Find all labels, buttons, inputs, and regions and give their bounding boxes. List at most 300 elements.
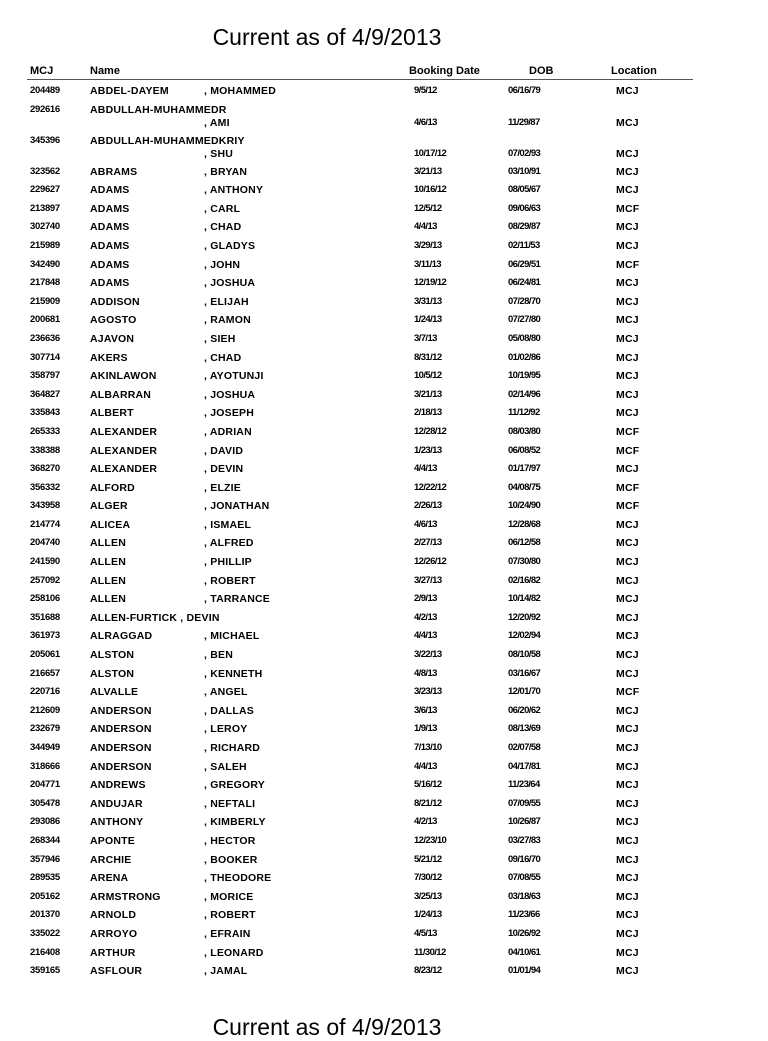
header-location: Location [611, 65, 657, 77]
cell-first-name: , MORICE [204, 890, 254, 903]
table-header [0, 65, 768, 79]
cell-mcj: 258106 [30, 593, 60, 605]
cell-last-name: ANTHONY [90, 816, 144, 829]
cell-first-name: , KENNETH [204, 667, 263, 680]
table-row [0, 630, 768, 649]
cell-first-name: , JOHN [204, 258, 241, 271]
cell-mcj: 356332 [30, 481, 60, 493]
cell-booking-date: 3/27/13 [414, 574, 442, 586]
cell-location: MCJ [616, 667, 639, 680]
cell-dob: 12/01/70 [508, 686, 541, 698]
cell-first-name: , TARRANCE [204, 593, 270, 606]
table-row [0, 277, 768, 296]
header-dob: DOB [529, 65, 554, 77]
cell-location: MCJ [616, 834, 639, 847]
cell-last-name: ADAMS [90, 277, 130, 290]
cell-booking-date: 10/5/12 [414, 370, 442, 382]
table-row [0, 85, 768, 104]
cell-mcj: 200681 [30, 314, 60, 326]
cell-last-name: AKINLAWON [90, 370, 157, 383]
cell-last-name: ANDREWS [90, 779, 146, 792]
cell-first-name: , ROBERT [204, 574, 256, 587]
cell-location: MCJ [616, 816, 639, 829]
cell-mcj: 361973 [30, 630, 60, 642]
cell-location: MCJ [616, 611, 639, 624]
cell-dob: 02/16/82 [508, 574, 541, 586]
cell-booking-date: 3/6/13 [414, 704, 437, 716]
cell-first-name: , GREGORY [204, 779, 265, 792]
cell-dob: 03/27/83 [508, 834, 541, 846]
cell-mcj: 215989 [30, 239, 60, 251]
cell-booking-date: 8/21/12 [414, 797, 442, 809]
table-row [0, 928, 768, 947]
cell-first-name: , DAVID [204, 444, 244, 457]
cell-first-name: , KIMBERLY [204, 816, 266, 829]
cell-booking-date: 4/5/13 [414, 927, 437, 939]
cell-last-name: ALVALLE [90, 686, 139, 699]
table-row [0, 891, 768, 910]
table-row [0, 314, 768, 333]
cell-first-name: , GLADYS [204, 239, 256, 252]
cell-location: MCF [616, 425, 640, 438]
cell-dob: 09/16/70 [508, 853, 541, 865]
cell-location: MCJ [616, 574, 639, 587]
cell-location: MCJ [616, 593, 639, 606]
table-row [0, 389, 768, 408]
cell-booking-date: 4/4/13 [414, 463, 437, 475]
cell-last-name: ANDERSON [90, 704, 152, 717]
cell-location: MCJ [616, 853, 639, 866]
page-title: Current as of 4/9/2013 [212, 24, 442, 50]
table-row [0, 705, 768, 724]
cell-first-name: , SIEH [204, 332, 236, 345]
cell-booking-date: 2/26/13 [414, 500, 442, 512]
cell-first-name: , JAMAL [204, 965, 248, 978]
table-row [0, 668, 768, 687]
cell-last-name: ANDERSON [90, 742, 152, 754]
cell-last-name: ALLEN [90, 537, 126, 550]
table-row [0, 779, 768, 798]
cell-dob: 10/24/90 [508, 500, 541, 512]
cell-mcj: 335022 [30, 927, 60, 939]
cell-first-name: , RAMON [204, 314, 251, 327]
cell-booking-date: 3/25/13 [414, 890, 442, 902]
cell-location: MCJ [616, 537, 639, 550]
cell-dob: 10/26/92 [508, 927, 541, 939]
cell-dob: 12/02/94 [508, 630, 541, 642]
cell-first-name: , JOSHUA [204, 277, 256, 290]
cell-dob: 03/10/91 [508, 165, 541, 177]
cell-last-name: ARNOLD [90, 909, 137, 922]
cell-mcj: 216408 [30, 946, 60, 958]
cell-last-name: AKERS [90, 351, 128, 364]
cell-last-name: ALLEN-FURTICK , DEVIN [90, 611, 220, 624]
cell-mcj: 292616 [30, 103, 60, 115]
cell-booking-date: 9/5/12 [414, 85, 437, 96]
cell-first-name: , CHAD [204, 221, 242, 234]
cell-dob: 06/08/52 [508, 444, 541, 456]
cell-location: MCJ [616, 147, 639, 160]
cell-dob: 12/20/92 [508, 611, 541, 623]
cell-first-name: , ANGEL [204, 686, 248, 699]
cell-location: MCJ [616, 946, 639, 959]
cell-booking-date: 5/21/12 [414, 853, 442, 865]
cell-first-name: , NEFTALI [204, 797, 256, 810]
header-divider [27, 79, 693, 80]
cell-dob: 06/29/51 [508, 258, 541, 270]
cell-first-name: , ROBERT [204, 909, 256, 922]
header-name: Name [90, 65, 120, 77]
cell-booking-date: 4/8/13 [414, 667, 437, 679]
cell-first-name: , ANTHONY [204, 184, 264, 197]
cell-last-name: ARROYO [90, 927, 138, 940]
cell-mcj: 217848 [30, 277, 60, 289]
cell-last-name: ALGER [90, 500, 128, 513]
header-booking-date: Booking Date [409, 65, 480, 77]
table-row [0, 909, 768, 928]
cell-dob: 11/12/92 [508, 407, 540, 419]
cell-dob: 11/23/64 [508, 779, 540, 791]
cell-dob: 08/05/67 [508, 184, 541, 196]
table-row [0, 184, 768, 203]
cell-mcj: 323562 [30, 165, 60, 177]
cell-first-name: , SHU [204, 147, 234, 160]
cell-location: MCJ [616, 927, 639, 940]
cell-dob: 03/16/67 [508, 667, 541, 679]
table-row [0, 593, 768, 612]
cell-location: MCJ [616, 239, 639, 252]
cell-mcj: 344949 [30, 742, 60, 753]
cell-location: MCJ [616, 277, 639, 290]
cell-last-name: ARCHIE [90, 853, 132, 866]
cell-first-name: , ADRIAN [204, 425, 252, 438]
cell-first-name: , BOOKER [204, 853, 258, 866]
cell-mcj: 201370 [30, 909, 60, 921]
cell-location: MCJ [616, 630, 639, 643]
cell-last-name: ALSTON [90, 649, 135, 662]
cell-dob: 07/30/80 [508, 556, 541, 568]
cell-first-name: , JONATHAN [204, 500, 270, 513]
table-row [0, 556, 768, 575]
table-row [0, 482, 768, 501]
cell-mcj: 335843 [30, 407, 60, 419]
cell-mcj: 215909 [30, 295, 60, 307]
cell-last-name: ANDUJAR [90, 797, 143, 810]
cell-last-name: APONTE [90, 834, 135, 847]
table-row [0, 203, 768, 222]
cell-location: MCJ [616, 116, 639, 129]
cell-dob: 04/17/81 [508, 760, 541, 772]
cell-last-name: ALLEN [90, 574, 126, 587]
inmate-table [0, 85, 768, 984]
cell-booking-date: 10/17/12 [414, 147, 447, 159]
cell-last-name: ABDULLAH-MUHAMMEDKRIY [90, 134, 245, 147]
cell-location: MCJ [616, 779, 639, 792]
cell-dob: 08/13/69 [508, 723, 541, 735]
cell-booking-date: 4/4/13 [414, 760, 437, 772]
cell-dob: 07/02/93 [508, 147, 541, 159]
cell-last-name: ASFLOUR [90, 965, 143, 978]
cell-first-name: , BRYAN [204, 165, 248, 178]
cell-mcj: 265333 [30, 425, 60, 437]
cell-mcj: 232679 [30, 723, 60, 735]
cell-mcj: 343958 [30, 500, 60, 512]
cell-booking-date: 8/31/12 [414, 351, 442, 363]
cell-mcj: 213897 [30, 202, 60, 214]
cell-dob: 09/06/63 [508, 202, 541, 214]
table-row [0, 500, 768, 519]
cell-booking-date: 3/11/13 [414, 258, 441, 270]
cell-booking-date: 1/24/13 [414, 909, 442, 921]
cell-mcj: 368270 [30, 463, 60, 475]
cell-first-name: , LEROY [204, 723, 248, 736]
cell-dob: 06/20/62 [508, 704, 541, 716]
cell-booking-date: 3/29/13 [414, 239, 442, 251]
cell-first-name: , CHAD [204, 351, 242, 364]
cell-dob: 04/08/75 [508, 481, 541, 493]
cell-location: MCJ [616, 649, 639, 662]
cell-mcj: 268344 [30, 834, 60, 846]
cell-location: MCJ [616, 85, 639, 97]
table-row [0, 835, 768, 854]
cell-location: MCF [616, 202, 640, 215]
cell-location: MCF [616, 444, 640, 457]
cell-last-name: AJAVON [90, 332, 135, 345]
cell-mcj: 338388 [30, 444, 60, 456]
header-mcj: MCJ [30, 65, 54, 77]
table-row [0, 426, 768, 445]
cell-booking-date: 1/24/13 [414, 314, 442, 326]
cell-dob: 01/01/94 [508, 965, 541, 977]
cell-dob: 05/08/80 [508, 332, 541, 344]
table-row [0, 612, 768, 631]
cell-last-name: ARENA [90, 872, 129, 885]
cell-dob: 10/26/87 [508, 816, 541, 828]
cell-booking-date: 4/4/13 [414, 630, 437, 642]
cell-location: MCJ [616, 965, 639, 978]
cell-mcj: 257092 [30, 574, 60, 586]
cell-mcj: 216657 [30, 667, 60, 679]
cell-dob: 02/07/58 [508, 742, 541, 753]
cell-first-name: , HECTOR [204, 834, 256, 847]
cell-dob: 11/29/87 [508, 116, 540, 128]
cell-booking-date: 12/23/10 [414, 834, 447, 846]
cell-mcj: 241590 [30, 556, 60, 568]
cell-booking-date: 4/6/13 [414, 518, 437, 530]
cell-last-name: ARMSTRONG [90, 890, 161, 903]
cell-last-name: ANDERSON [90, 760, 152, 773]
cell-location: MCF [616, 258, 640, 271]
cell-mcj: 358797 [30, 370, 60, 382]
cell-location: MCF [616, 481, 640, 494]
table-row [0, 370, 768, 389]
cell-location: MCJ [616, 890, 639, 903]
cell-first-name: , CARL [204, 202, 241, 215]
cell-booking-date: 11/30/12 [414, 946, 446, 958]
cell-last-name: ADAMS [90, 221, 130, 234]
cell-first-name: , DALLAS [204, 704, 255, 717]
cell-booking-date: 4/2/13 [414, 611, 437, 623]
cell-location: MCJ [616, 388, 639, 401]
cell-dob: 06/24/81 [508, 277, 541, 289]
cell-dob: 01/17/97 [508, 463, 541, 475]
cell-location: MCJ [616, 872, 639, 885]
next-page-title: Current as of 4/9/2013 [212, 1014, 442, 1040]
cell-first-name: , RICHARD [204, 742, 261, 754]
cell-location: MCJ [616, 742, 639, 754]
cell-booking-date: 7/30/12 [414, 872, 442, 884]
cell-first-name: , AMI [204, 116, 230, 129]
cell-booking-date: 2/27/13 [414, 537, 442, 549]
cell-booking-date: 3/22/13 [414, 649, 442, 661]
cell-mcj: 204771 [30, 779, 60, 791]
cell-first-name: , LEONARD [204, 946, 264, 959]
table-row [0, 723, 768, 742]
cell-dob: 03/18/63 [508, 890, 541, 902]
table-row [0, 135, 768, 166]
cell-dob: 01/02/86 [508, 351, 541, 363]
cell-booking-date: 10/16/12 [414, 184, 447, 196]
cell-last-name: ADAMS [90, 184, 130, 197]
cell-mcj: 318666 [30, 760, 60, 772]
cell-first-name: , ISMAEL [204, 518, 252, 531]
table-row [0, 798, 768, 817]
cell-last-name: ALLEN [90, 556, 126, 569]
cell-location: MCJ [616, 351, 639, 364]
cell-location: MCJ [616, 723, 639, 736]
table-row [0, 221, 768, 240]
cell-last-name: ANDERSON [90, 723, 152, 736]
cell-dob: 07/27/80 [508, 314, 541, 326]
cell-first-name: , EFRAIN [204, 927, 251, 940]
cell-dob: 08/10/58 [508, 649, 541, 661]
cell-booking-date: 3/21/13 [414, 388, 442, 400]
cell-booking-date: 3/31/13 [414, 295, 442, 307]
table-row [0, 649, 768, 668]
table-row [0, 407, 768, 426]
cell-last-name: ALSTON [90, 667, 135, 680]
cell-booking-date: 2/9/13 [414, 593, 437, 605]
cell-location: MCJ [616, 221, 639, 234]
cell-location: MCJ [616, 909, 639, 922]
cell-dob: 02/14/96 [508, 388, 541, 400]
cell-last-name: ALEXANDER [90, 463, 158, 476]
cell-booking-date: 5/16/12 [414, 779, 442, 791]
cell-dob: 04/10/61 [508, 946, 541, 958]
cell-first-name: , THEODORE [204, 872, 272, 885]
cell-mcj: 214774 [30, 518, 60, 530]
cell-mcj: 357946 [30, 853, 60, 865]
cell-booking-date: 2/18/13 [414, 407, 442, 419]
cell-booking-date: 4/4/13 [414, 221, 437, 233]
table-row [0, 816, 768, 835]
cell-first-name: , ALFRED [204, 537, 254, 550]
cell-last-name: AGOSTO [90, 314, 137, 327]
cell-last-name: ALBERT [90, 407, 134, 420]
cell-location: MCJ [616, 184, 639, 197]
cell-location: MCJ [616, 463, 639, 476]
table-row [0, 445, 768, 464]
table-row [0, 296, 768, 315]
cell-mcj: 359165 [30, 965, 60, 977]
cell-dob: 12/28/68 [508, 518, 541, 530]
cell-first-name: , BEN [204, 649, 234, 662]
cell-booking-date: 12/19/12 [414, 277, 447, 289]
table-row [0, 686, 768, 705]
cell-last-name: ABRAMS [90, 165, 138, 178]
cell-location: MCJ [616, 314, 639, 327]
cell-mcj: 204740 [30, 537, 60, 549]
cell-booking-date: 1/9/13 [414, 723, 437, 735]
cell-last-name: ADAMS [90, 202, 130, 215]
cell-last-name: ALLEN [90, 593, 126, 606]
cell-mcj: 364827 [30, 388, 60, 400]
cell-location: MCF [616, 686, 640, 699]
cell-last-name: ADAMS [90, 239, 130, 252]
cell-booking-date: 8/23/12 [414, 965, 442, 977]
cell-first-name: , SALEH [204, 760, 247, 773]
cell-location: MCJ [616, 165, 639, 178]
cell-location: MCJ [616, 407, 639, 420]
table-row [0, 104, 768, 135]
cell-booking-date: 12/22/12 [414, 481, 447, 493]
cell-dob: 06/12/58 [508, 537, 541, 549]
cell-first-name: , MOHAMMED [204, 85, 276, 97]
table-row [0, 872, 768, 891]
cell-mcj: 293086 [30, 816, 60, 828]
table-row [0, 240, 768, 259]
cell-mcj: 205061 [30, 649, 60, 661]
cell-first-name: , ELIJAH [204, 295, 249, 308]
cell-last-name: ALICEA [90, 518, 131, 531]
table-row [0, 519, 768, 538]
cell-location: MCJ [616, 760, 639, 773]
cell-last-name: ABDULLAH-MUHAMMEDR [90, 103, 227, 116]
cell-booking-date: 4/2/13 [414, 816, 437, 828]
cell-last-name: ALRAGGAD [90, 630, 153, 643]
cell-last-name: ARTHUR [90, 946, 136, 959]
table-row [0, 761, 768, 780]
cell-first-name: , JOSHUA [204, 388, 256, 401]
cell-location: MCJ [616, 370, 639, 383]
table-row [0, 947, 768, 966]
cell-location: MCJ [616, 332, 639, 345]
table-row [0, 259, 768, 278]
cell-dob: 11/23/66 [508, 909, 540, 921]
table-row [0, 575, 768, 594]
cell-location: MCJ [616, 518, 639, 531]
cell-first-name: , PHILLIP [204, 556, 252, 569]
cell-booking-date: 4/6/13 [414, 116, 437, 128]
cell-booking-date: 3/21/13 [414, 165, 442, 177]
cell-last-name: ADAMS [90, 258, 130, 271]
cell-dob: 02/11/53 [508, 239, 540, 251]
cell-last-name: ALFORD [90, 481, 135, 494]
cell-booking-date: 12/28/12 [414, 425, 447, 437]
cell-dob: 07/08/55 [508, 872, 541, 884]
table-row [0, 463, 768, 482]
cell-mcj: 342490 [30, 258, 60, 270]
cell-dob: 10/14/82 [508, 593, 541, 605]
cell-booking-date: 3/7/13 [414, 332, 437, 344]
table-row [0, 742, 768, 761]
cell-dob: 08/29/87 [508, 221, 541, 233]
cell-first-name: , ELZIE [204, 481, 241, 494]
cell-mcj: 212609 [30, 704, 60, 716]
cell-location: MCJ [616, 797, 639, 810]
cell-location: MCJ [616, 556, 639, 569]
cell-booking-date: 12/5/12 [414, 202, 442, 214]
